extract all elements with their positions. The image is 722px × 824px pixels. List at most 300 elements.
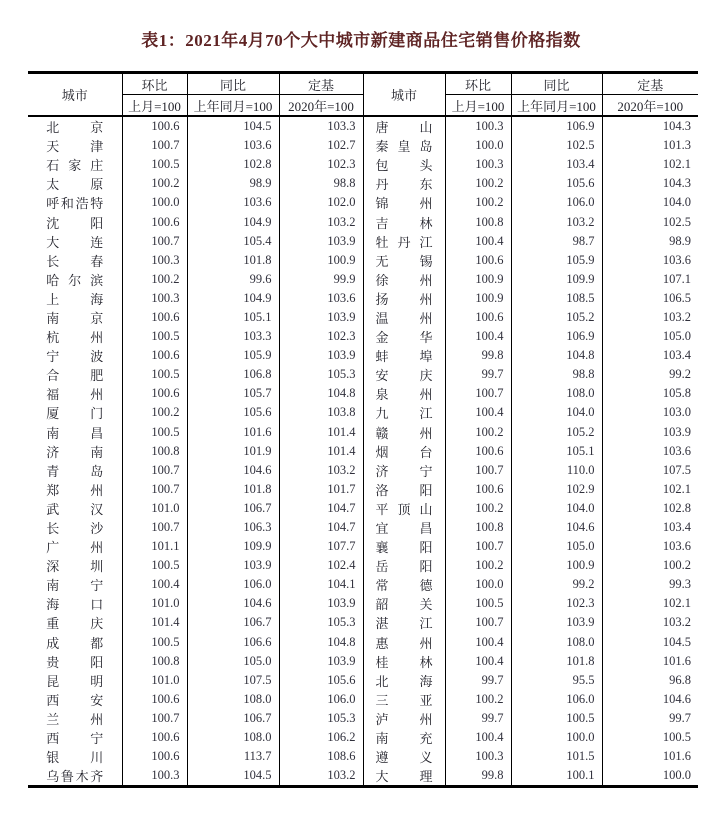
index-value-cell: 102.5 bbox=[662, 214, 691, 229]
city-cell bbox=[363, 690, 445, 709]
city-name: 海口 bbox=[46, 597, 104, 613]
index-value-cell: 105.6 bbox=[511, 174, 602, 193]
index-value-cell: 100.7 bbox=[445, 384, 511, 403]
index-value-cell: 100.2 bbox=[445, 690, 511, 709]
index-value-cell: 103.0 bbox=[662, 405, 691, 420]
city-cell bbox=[363, 652, 445, 671]
subheader-yoy-base-left: 上年同月=100 bbox=[187, 95, 279, 117]
table-row bbox=[28, 174, 698, 193]
index-value-cell: 98.9 bbox=[669, 233, 691, 248]
index-value-cell: 103.6 bbox=[187, 193, 279, 212]
index-value-cell: 107.5 bbox=[662, 462, 691, 477]
index-value-cell: 99.3 bbox=[669, 577, 691, 592]
index-value-cell: 100.4 bbox=[445, 403, 511, 422]
table-row bbox=[28, 116, 698, 136]
city-name: 锦州 bbox=[375, 196, 433, 212]
index-value-cell: 103.4 bbox=[511, 155, 602, 174]
index-value-cell: 100.6 bbox=[445, 251, 511, 270]
index-value-cell: 102.1 bbox=[662, 596, 691, 611]
city-cell bbox=[28, 518, 122, 537]
index-value-cell: 105.9 bbox=[187, 346, 279, 365]
index-value-cell: 101.4 bbox=[279, 442, 363, 461]
index-value-cell: 105.1 bbox=[187, 308, 279, 327]
city-cell bbox=[28, 327, 122, 346]
index-value-cell: 105.3 bbox=[279, 365, 363, 384]
index-value-cell: 109.9 bbox=[511, 270, 602, 289]
city-name: 唐山 bbox=[375, 120, 433, 136]
city-cell bbox=[363, 709, 445, 728]
city-cell bbox=[363, 403, 445, 422]
index-value-cell: 100.6 bbox=[122, 346, 187, 365]
city-cell bbox=[363, 327, 445, 346]
city-cell bbox=[363, 633, 445, 652]
index-value-cell: 102.7 bbox=[279, 136, 363, 155]
city-name: 宜昌 bbox=[375, 521, 433, 537]
index-value-cell: 100.7 bbox=[122, 518, 187, 537]
city-name: 徐州 bbox=[375, 272, 433, 288]
index-value-cell: 100.4 bbox=[445, 327, 511, 346]
city-cell bbox=[28, 575, 122, 594]
index-value-cell: 100.9 bbox=[445, 270, 511, 289]
index-value-cell: 100.7 bbox=[122, 136, 187, 155]
table-row bbox=[28, 384, 698, 403]
city-cell bbox=[363, 308, 445, 327]
index-value-cell: 100.5 bbox=[122, 423, 187, 442]
city-cell bbox=[28, 652, 122, 671]
index-value-cell: 100.5 bbox=[122, 327, 187, 346]
index-value-cell: 103.4 bbox=[662, 348, 691, 363]
index-value-cell: 100.2 bbox=[445, 174, 511, 193]
city-cell bbox=[28, 155, 122, 174]
city-name: 南宁 bbox=[46, 578, 104, 594]
index-value-cell: 101.5 bbox=[511, 747, 602, 766]
city-cell bbox=[28, 174, 122, 193]
index-value-cell: 108.0 bbox=[511, 384, 602, 403]
index-value-cell: 100.8 bbox=[445, 518, 511, 537]
index-value-cell: 100.6 bbox=[122, 116, 187, 136]
city-cell bbox=[28, 136, 122, 155]
index-value-cell: 100.9 bbox=[445, 289, 511, 308]
city-cell bbox=[28, 232, 122, 251]
index-value-cell: 106.0 bbox=[187, 575, 279, 594]
table-row bbox=[28, 518, 698, 537]
table-row bbox=[28, 155, 698, 174]
city-cell bbox=[28, 594, 122, 613]
index-value-cell: 104.5 bbox=[187, 116, 279, 136]
index-value-cell: 106.3 bbox=[187, 518, 279, 537]
index-value-cell: 102.1 bbox=[662, 157, 691, 172]
index-value-cell: 105.7 bbox=[187, 384, 279, 403]
index-value-cell: 104.3 bbox=[662, 176, 691, 191]
index-value-cell: 100.6 bbox=[122, 747, 187, 766]
city-cell bbox=[363, 365, 445, 384]
index-value-cell: 106.7 bbox=[187, 499, 279, 518]
page-title: 表1：2021年4月70个大中城市新建商品住宅销售价格指数 bbox=[141, 31, 581, 50]
city-cell bbox=[363, 537, 445, 556]
index-value-cell: 105.4 bbox=[187, 232, 279, 251]
index-value-cell: 105.2 bbox=[511, 423, 602, 442]
index-value-cell: 98.7 bbox=[511, 232, 602, 251]
table-row bbox=[28, 212, 698, 231]
table-row bbox=[28, 556, 698, 575]
index-value-cell: 100.6 bbox=[122, 308, 187, 327]
index-value-cell: 102.3 bbox=[279, 327, 363, 346]
city-name: 牡丹江 bbox=[375, 234, 433, 250]
index-value-cell: 108.6 bbox=[279, 747, 363, 766]
index-value-cell: 106.7 bbox=[187, 613, 279, 632]
city-cell bbox=[363, 136, 445, 155]
index-value-cell: 100.5 bbox=[445, 594, 511, 613]
index-value-cell: 108.0 bbox=[187, 690, 279, 709]
index-value-cell: 106.0 bbox=[511, 690, 602, 709]
index-value-cell: 99.8 bbox=[445, 766, 511, 787]
table-row bbox=[28, 480, 698, 499]
index-value-cell: 101.8 bbox=[511, 652, 602, 671]
index-value-cell: 103.8 bbox=[279, 403, 363, 422]
index-value-cell: 107.5 bbox=[187, 671, 279, 690]
index-value-cell: 108.0 bbox=[511, 633, 602, 652]
index-value-cell: 100.6 bbox=[122, 212, 187, 231]
index-value-cell: 100.4 bbox=[122, 575, 187, 594]
index-value-cell: 104.6 bbox=[662, 691, 691, 706]
city-cell bbox=[28, 212, 122, 231]
index-value-cell: 104.5 bbox=[662, 634, 691, 649]
index-value-cell: 107.7 bbox=[279, 537, 363, 556]
city-name: 岳阳 bbox=[375, 559, 433, 575]
index-value-cell: 103.9 bbox=[279, 308, 363, 327]
city-cell bbox=[363, 518, 445, 537]
city-cell bbox=[363, 575, 445, 594]
index-value-cell: 105.9 bbox=[511, 251, 602, 270]
table-row bbox=[28, 613, 698, 632]
index-value-cell: 104.0 bbox=[662, 195, 691, 210]
col-header-fixed-right: 定基 bbox=[602, 73, 698, 95]
city-cell bbox=[28, 480, 122, 499]
index-value-cell: 105.0 bbox=[511, 537, 602, 556]
city-name: 郑州 bbox=[46, 482, 104, 498]
city-cell bbox=[363, 442, 445, 461]
index-value-cell: 100.8 bbox=[122, 442, 187, 461]
city-name: 北海 bbox=[375, 673, 433, 689]
city-name: 湛江 bbox=[375, 616, 433, 632]
index-value-cell: 106.9 bbox=[511, 116, 602, 136]
city-name: 扬州 bbox=[375, 291, 433, 307]
city-cell bbox=[363, 174, 445, 193]
col-header-city-right: 城市 bbox=[363, 73, 445, 117]
city-name: 赣州 bbox=[375, 425, 433, 441]
city-name: 乌鲁木齐 bbox=[46, 769, 104, 785]
index-value-cell: 100.2 bbox=[445, 193, 511, 212]
index-value-cell: 104.6 bbox=[187, 461, 279, 480]
index-value-cell: 105.0 bbox=[187, 652, 279, 671]
index-value-cell: 100.0 bbox=[511, 728, 602, 747]
index-value-cell: 105.3 bbox=[279, 709, 363, 728]
subheader-fixed-base-right: 2020年=100 bbox=[617, 98, 684, 114]
city-cell bbox=[28, 251, 122, 270]
index-value-cell: 100.0 bbox=[122, 193, 187, 212]
index-value-cell: 100.2 bbox=[445, 499, 511, 518]
table-row bbox=[28, 308, 698, 327]
index-value-cell: 100.3 bbox=[122, 289, 187, 308]
table-row bbox=[28, 442, 698, 461]
table-row bbox=[28, 747, 698, 766]
city-name: 贵阳 bbox=[46, 654, 104, 670]
index-value-cell: 104.9 bbox=[187, 289, 279, 308]
index-value-cell: 103.9 bbox=[279, 594, 363, 613]
index-value-cell: 100.6 bbox=[122, 384, 187, 403]
city-name: 金华 bbox=[375, 330, 433, 346]
price-index-table bbox=[28, 71, 698, 788]
city-cell bbox=[28, 346, 122, 365]
index-value-cell: 101.6 bbox=[662, 653, 691, 668]
index-value-cell: 106.5 bbox=[662, 290, 691, 305]
index-value-cell: 106.2 bbox=[279, 728, 363, 747]
city-cell bbox=[28, 556, 122, 575]
index-value-cell: 99.2 bbox=[511, 575, 602, 594]
index-value-cell: 104.6 bbox=[187, 594, 279, 613]
index-value-cell: 100.6 bbox=[445, 442, 511, 461]
index-value-cell: 101.6 bbox=[662, 749, 691, 764]
index-value-cell: 102.0 bbox=[279, 193, 363, 212]
city-name: 丹东 bbox=[375, 177, 433, 193]
city-cell bbox=[28, 308, 122, 327]
table-row bbox=[28, 594, 698, 613]
index-value-cell: 105.8 bbox=[662, 386, 691, 401]
index-value-cell: 101.8 bbox=[187, 480, 279, 499]
city-cell bbox=[363, 155, 445, 174]
index-value-cell: 104.7 bbox=[279, 499, 363, 518]
index-value-cell: 100.7 bbox=[122, 461, 187, 480]
city-name: 烟台 bbox=[375, 444, 433, 460]
city-cell bbox=[28, 499, 122, 518]
index-value-cell: 104.0 bbox=[511, 499, 602, 518]
index-value-cell: 103.2 bbox=[511, 212, 602, 231]
city-name: 南昌 bbox=[46, 425, 104, 441]
index-value-cell: 100.2 bbox=[122, 403, 187, 422]
index-value-cell: 103.3 bbox=[187, 327, 279, 346]
index-value-cell: 103.2 bbox=[279, 212, 363, 231]
city-cell bbox=[363, 232, 445, 251]
city-cell bbox=[28, 116, 122, 136]
city-name: 吉林 bbox=[375, 215, 433, 231]
city-name: 桂林 bbox=[375, 654, 433, 670]
city-cell bbox=[28, 270, 122, 289]
city-cell bbox=[28, 690, 122, 709]
city-name: 厦门 bbox=[46, 406, 104, 422]
index-value-cell: 101.4 bbox=[122, 613, 187, 632]
index-value-cell: 100.7 bbox=[122, 232, 187, 251]
index-value-cell: 108.5 bbox=[511, 289, 602, 308]
city-cell bbox=[28, 537, 122, 556]
table-row bbox=[28, 537, 698, 556]
index-value-cell: 100.3 bbox=[122, 251, 187, 270]
index-value-cell: 100.7 bbox=[445, 461, 511, 480]
city-cell bbox=[363, 594, 445, 613]
city-name: 包头 bbox=[375, 158, 433, 174]
index-value-cell: 100.2 bbox=[122, 174, 187, 193]
table-row bbox=[28, 461, 698, 480]
index-value-cell: 100.0 bbox=[445, 575, 511, 594]
index-value-cell: 103.6 bbox=[662, 252, 691, 267]
city-cell bbox=[363, 747, 445, 766]
index-value-cell: 103.6 bbox=[662, 539, 691, 554]
index-value-cell: 103.2 bbox=[279, 461, 363, 480]
index-value-cell: 100.6 bbox=[445, 480, 511, 499]
city-name: 南京 bbox=[46, 310, 104, 326]
index-value-cell: 100.6 bbox=[122, 690, 187, 709]
index-value-cell: 103.6 bbox=[662, 443, 691, 458]
index-value-cell: 105.2 bbox=[511, 308, 602, 327]
index-value-cell: 104.5 bbox=[187, 766, 279, 787]
index-value-cell: 106.9 bbox=[511, 327, 602, 346]
index-value-cell: 100.0 bbox=[445, 136, 511, 155]
index-value-cell: 102.1 bbox=[662, 481, 691, 496]
city-name: 兰州 bbox=[46, 711, 104, 727]
index-value-cell: 100.8 bbox=[445, 212, 511, 231]
city-name: 深圳 bbox=[46, 559, 104, 575]
subheader-mom-base-left: 上月=100 bbox=[122, 95, 187, 117]
index-value-cell: 103.2 bbox=[279, 766, 363, 787]
index-value-cell: 100.5 bbox=[122, 633, 187, 652]
index-value-cell: 102.9 bbox=[511, 480, 602, 499]
city-cell bbox=[363, 499, 445, 518]
index-value-cell: 105.1 bbox=[511, 442, 602, 461]
city-cell bbox=[28, 384, 122, 403]
city-name: 温州 bbox=[375, 310, 433, 326]
col-header-mom-right: 环比 bbox=[445, 73, 511, 95]
index-value-cell: 101.0 bbox=[122, 594, 187, 613]
city-name: 合肥 bbox=[46, 368, 104, 384]
city-name: 哈尔滨 bbox=[46, 272, 104, 288]
city-name: 重庆 bbox=[46, 616, 104, 632]
city-cell bbox=[28, 747, 122, 766]
table-row bbox=[28, 499, 698, 518]
city-cell bbox=[363, 613, 445, 632]
city-name: 福州 bbox=[46, 387, 104, 403]
index-value-cell: 102.5 bbox=[511, 136, 602, 155]
city-cell bbox=[363, 251, 445, 270]
index-value-cell: 99.6 bbox=[187, 270, 279, 289]
document-page bbox=[0, 26, 722, 788]
index-value-cell: 99.8 bbox=[445, 346, 511, 365]
index-value-cell: 113.7 bbox=[187, 747, 279, 766]
city-name: 襄阳 bbox=[375, 540, 433, 556]
table-row bbox=[28, 270, 698, 289]
city-name: 洛阳 bbox=[375, 482, 433, 498]
city-name: 九江 bbox=[375, 406, 433, 422]
table-row bbox=[28, 709, 698, 728]
index-value-cell: 105.0 bbox=[662, 329, 691, 344]
index-value-cell: 100.3 bbox=[445, 747, 511, 766]
city-cell bbox=[363, 289, 445, 308]
city-name: 太原 bbox=[46, 177, 104, 193]
city-name: 天津 bbox=[46, 139, 104, 155]
index-value-cell: 98.8 bbox=[279, 174, 363, 193]
index-value-cell: 104.8 bbox=[511, 346, 602, 365]
city-cell bbox=[28, 403, 122, 422]
index-value-cell: 100.8 bbox=[122, 652, 187, 671]
city-cell bbox=[363, 384, 445, 403]
index-value-cell: 99.7 bbox=[445, 365, 511, 384]
index-value-cell: 100.7 bbox=[122, 480, 187, 499]
city-cell bbox=[28, 442, 122, 461]
index-value-cell: 106.8 bbox=[187, 365, 279, 384]
city-name: 大理 bbox=[375, 769, 433, 785]
table-row bbox=[28, 633, 698, 652]
index-value-cell: 106.6 bbox=[187, 633, 279, 652]
index-value-cell: 101.0 bbox=[122, 499, 187, 518]
city-cell bbox=[363, 556, 445, 575]
index-value-cell: 101.3 bbox=[662, 138, 691, 153]
index-value-cell: 100.3 bbox=[445, 155, 511, 174]
index-value-cell: 105.6 bbox=[279, 671, 363, 690]
subheader-fixed-base-left: 2020年=100 bbox=[279, 95, 363, 117]
city-name: 无锡 bbox=[375, 253, 433, 269]
city-cell bbox=[28, 671, 122, 690]
index-value-cell: 104.8 bbox=[279, 633, 363, 652]
table-row bbox=[28, 403, 698, 422]
index-value-cell: 104.1 bbox=[279, 575, 363, 594]
index-value-cell: 100.4 bbox=[445, 633, 511, 652]
index-value-cell: 100.4 bbox=[445, 728, 511, 747]
table-row bbox=[28, 136, 698, 155]
index-value-cell: 101.0 bbox=[122, 671, 187, 690]
subheader-yoy-base-right: 上年同月=100 bbox=[511, 95, 602, 117]
index-value-cell: 99.2 bbox=[669, 367, 691, 382]
table-row bbox=[28, 346, 698, 365]
table-row bbox=[28, 766, 698, 787]
city-cell bbox=[363, 480, 445, 499]
index-value-cell: 100.2 bbox=[445, 556, 511, 575]
col-header-mom-left: 环比 bbox=[122, 73, 187, 95]
city-name: 长春 bbox=[46, 253, 104, 269]
index-value-cell: 103.9 bbox=[279, 232, 363, 251]
index-value-cell: 107.1 bbox=[662, 271, 691, 286]
col-header-city-left: 城市 bbox=[28, 73, 122, 117]
index-value-cell: 103.9 bbox=[279, 346, 363, 365]
city-cell bbox=[363, 766, 445, 787]
index-value-cell: 103.2 bbox=[662, 615, 691, 630]
index-value-cell: 101.7 bbox=[279, 480, 363, 499]
city-cell bbox=[363, 212, 445, 231]
city-cell bbox=[363, 116, 445, 136]
index-value-cell: 99.7 bbox=[445, 671, 511, 690]
city-name: 沈阳 bbox=[46, 215, 104, 231]
table-body bbox=[28, 116, 698, 787]
index-value-cell: 109.9 bbox=[187, 537, 279, 556]
city-cell bbox=[363, 461, 445, 480]
city-cell bbox=[28, 423, 122, 442]
index-value-cell: 104.7 bbox=[279, 518, 363, 537]
city-name: 石家庄 bbox=[46, 158, 104, 174]
index-value-cell: 100.5 bbox=[511, 709, 602, 728]
index-value-cell: 100.7 bbox=[122, 709, 187, 728]
index-value-cell: 100.2 bbox=[122, 270, 187, 289]
index-value-cell: 103.9 bbox=[511, 613, 602, 632]
index-value-cell: 104.6 bbox=[511, 518, 602, 537]
city-name: 大连 bbox=[46, 234, 104, 250]
index-value-cell: 102.3 bbox=[279, 155, 363, 174]
city-cell bbox=[28, 709, 122, 728]
index-value-cell: 104.0 bbox=[511, 403, 602, 422]
index-value-cell: 101.1 bbox=[122, 537, 187, 556]
index-value-cell: 99.7 bbox=[669, 710, 691, 725]
city-name: 济南 bbox=[46, 444, 104, 460]
index-value-cell: 99.7 bbox=[445, 709, 511, 728]
city-name: 韶关 bbox=[375, 597, 433, 613]
index-value-cell: 100.9 bbox=[279, 251, 363, 270]
table-row bbox=[28, 365, 698, 384]
